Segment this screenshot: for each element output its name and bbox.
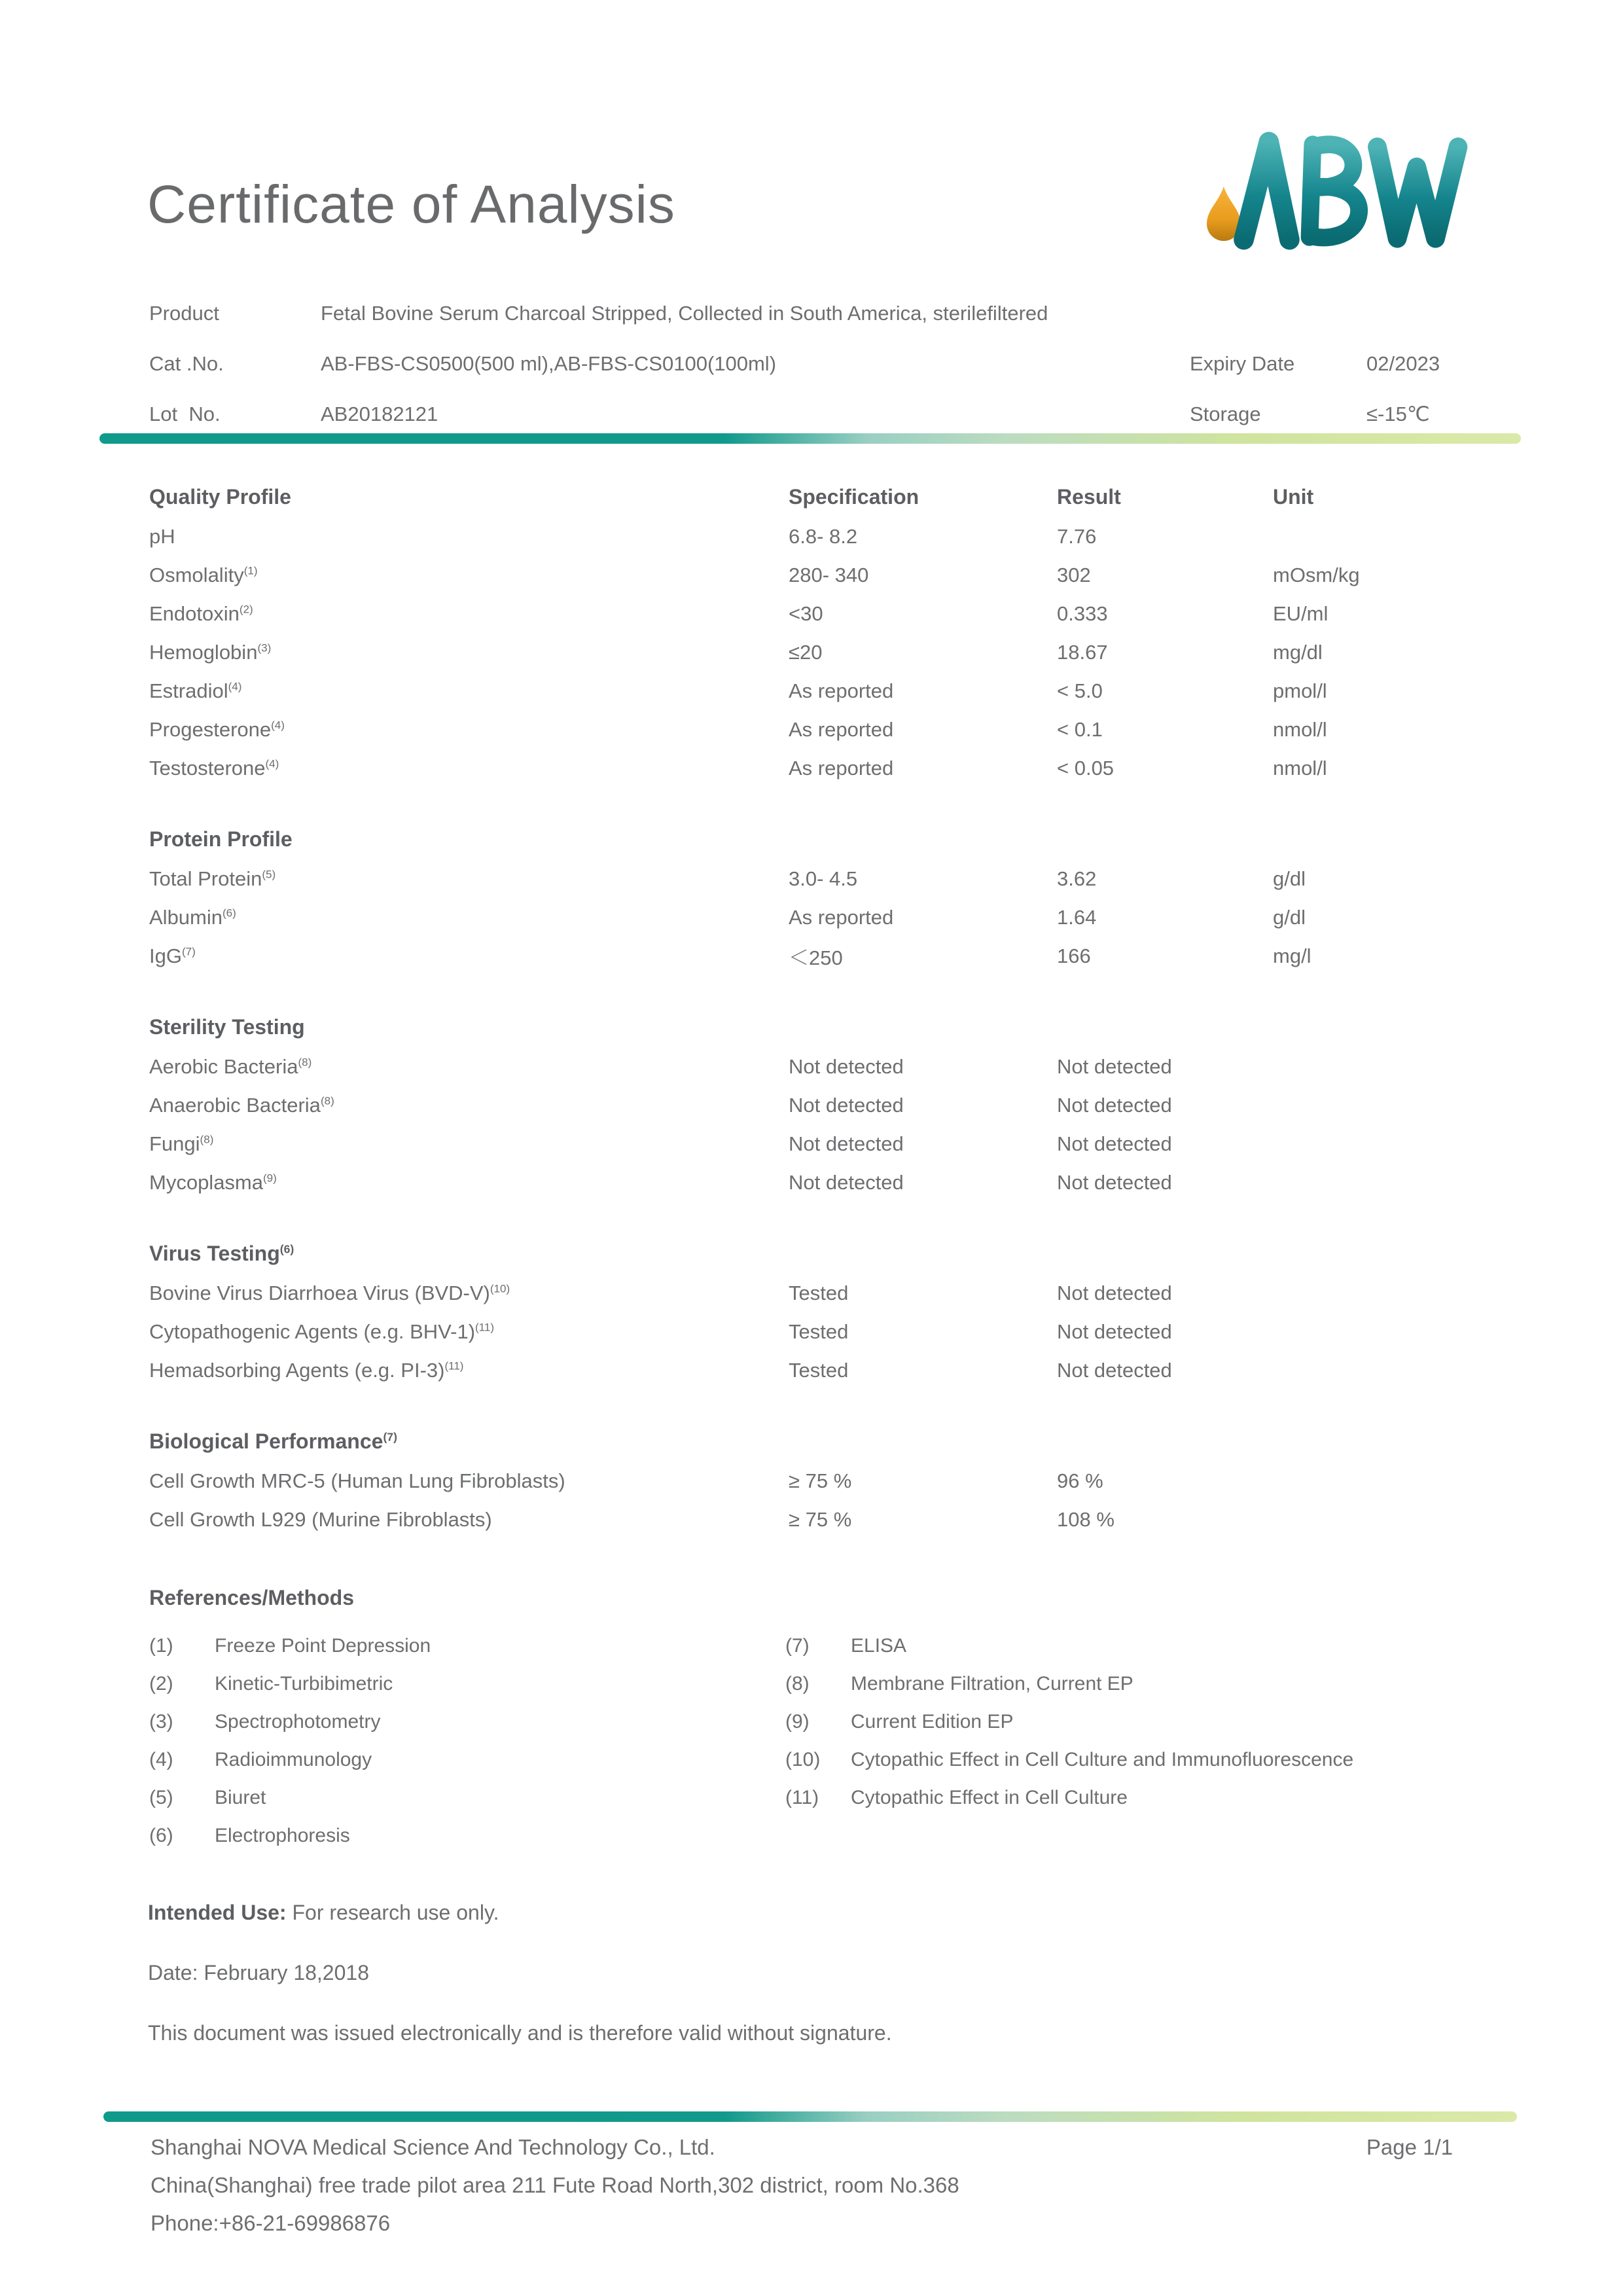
row-result: Not detected (1057, 1170, 1172, 1194)
section-title: Biological Performance$^{(7)}$ (149, 1429, 397, 1453)
footnote-ref: (2) (239, 603, 253, 616)
reference-text: Current Edition EP (851, 1711, 1014, 1732)
footer-phone: Phone:+86-21-69986876 (151, 2211, 391, 2235)
table-row (149, 1047, 1531, 1086)
row-result: 166 (1057, 944, 1091, 967)
row-result: < 5.0 (1057, 679, 1103, 702)
logo-letter-a (1244, 142, 1290, 240)
reference-item (149, 1665, 785, 1703)
references-right-column (785, 1627, 1531, 1817)
page-number: Page 1/1 (1366, 2135, 1453, 2159)
reference-number: (7) (785, 1635, 810, 1657)
footnote-ref: (9) (263, 1172, 277, 1185)
footnote-ref: (8) (200, 1133, 214, 1146)
reference-item (149, 1627, 785, 1665)
row-result: Not detected (1057, 1093, 1172, 1117)
row-label: Anaerobic Bacteria$^{(8)}$ (149, 1093, 334, 1117)
row-specification: As reported (789, 717, 894, 741)
table-row (149, 1274, 1531, 1312)
table-row (149, 1351, 1531, 1390)
footnote-ref: (11) (444, 1359, 464, 1372)
row-result: Not detected (1057, 1319, 1172, 1343)
row-specification: Not detected (789, 1093, 904, 1117)
header-divider (99, 433, 1521, 444)
footnote-ref: (11) (475, 1321, 495, 1334)
footer (151, 2128, 1453, 2242)
references-left-column (149, 1627, 785, 1855)
row-specification: As reported (789, 679, 894, 702)
row-label: Cell Growth L929 (Murine Fibroblasts) (149, 1507, 492, 1531)
section-header-row (149, 1233, 1531, 1274)
reference-number: (5) (149, 1787, 173, 1808)
table-row (149, 594, 1531, 633)
reference-item (785, 1741, 1531, 1779)
footnote-ref: (6) (279, 1242, 294, 1255)
row-unit: g/dl (1273, 905, 1306, 929)
footnote-ref: (3) (257, 641, 272, 655)
row-result: 302 (1057, 563, 1091, 586)
table-row (149, 1500, 1531, 1539)
reference-number: (11) (785, 1787, 819, 1808)
table-row (149, 633, 1531, 672)
signature-disclaimer: This document was issued electronically and is therefore valid without signature. (148, 2021, 892, 2045)
row-label: Mycoplasma$^{(9)}$ (149, 1170, 277, 1194)
footer-divider (103, 2111, 1517, 2122)
table-row (149, 749, 1531, 787)
reference-number: (8) (785, 1673, 810, 1695)
reference-item (785, 1627, 1531, 1665)
notes-section (148, 1899, 1530, 2046)
row-label: Cell Growth MRC-5 (Human Lung Fibroblasts) (149, 1469, 565, 1492)
row-specification: ≥ 75 % (789, 1507, 852, 1531)
references-title: References/Methods (149, 1585, 354, 1609)
reference-text: Biuret (215, 1787, 266, 1808)
row-result: Not detected (1057, 1281, 1172, 1304)
row-label: Fungi$^{(8)}$ (149, 1132, 214, 1155)
section-title: Quality Profile (149, 484, 291, 509)
footnote-ref: (5) (262, 868, 276, 881)
reference-item (785, 1703, 1531, 1741)
reference-number: (10) (785, 1749, 821, 1770)
section-header-row (149, 1007, 1531, 1047)
issue-date: Date: February 18,2018 (148, 1961, 369, 1984)
row-specification: Not detected (789, 1170, 904, 1194)
row-label: Endotoxin$^{(2)}$ (149, 601, 253, 625)
row-specification: Tested (789, 1319, 849, 1343)
row-unit: mg/dl (1273, 640, 1323, 664)
reference-number: (1) (149, 1635, 173, 1657)
product-info-row (149, 288, 1497, 338)
footnote-ref: (1) (243, 564, 258, 577)
section-header-row (149, 476, 1531, 517)
product-info-label-right: Expiry Date (1190, 351, 1295, 375)
row-unit: mg/l (1273, 944, 1311, 967)
product-info-label: Cat .No. (149, 351, 224, 375)
table-row (149, 710, 1531, 749)
reference-number: (4) (149, 1749, 173, 1770)
row-result: < 0.1 (1057, 717, 1103, 741)
row-result: Not detected (1057, 1054, 1172, 1078)
logo-letter-w (1377, 147, 1458, 239)
row-label: Estradiol$^{(4)}$ (149, 679, 242, 702)
references-section (149, 1577, 1531, 1855)
footnote-ref: (4) (228, 680, 242, 693)
table-row (149, 1163, 1531, 1202)
row-unit: pmol/l (1273, 679, 1327, 702)
row-label: pH (149, 524, 175, 548)
table-row (149, 1124, 1531, 1163)
row-specification: Not detected (789, 1054, 904, 1078)
product-info (149, 288, 1497, 439)
section-title: Virus Testing$^{(6)}$ (149, 1241, 294, 1265)
footer-company-row (151, 2128, 1453, 2166)
reference-text: Radioimmunology (215, 1749, 372, 1770)
reference-number: (3) (149, 1711, 173, 1732)
row-result: 96 % (1057, 1469, 1103, 1492)
reference-text: Cytopathic Effect in Cell Culture (851, 1787, 1128, 1808)
reference-item (785, 1665, 1531, 1703)
reference-number: (9) (785, 1711, 810, 1732)
section-header-row (149, 819, 1531, 859)
row-label: Cytopathogenic Agents (e.g. BHV-1)$^{(11)}$ (149, 1319, 495, 1343)
row-label: Bovine Virus Diarrhoea Virus $(BVD-V)^{(10)}$ (149, 1281, 510, 1304)
row-label: Progesterone$^{(4)}$ (149, 717, 285, 741)
row-result: Not detected (1057, 1358, 1172, 1382)
row-specification: Tested (789, 1281, 849, 1304)
product-info-row (149, 338, 1497, 389)
section-header-row (149, 1421, 1531, 1462)
row-label: Aerobic Bacteria$^{(8)}$ (149, 1054, 312, 1078)
row-specification: Not detected (789, 1132, 904, 1155)
row-result: 18.67 (1057, 640, 1108, 664)
column-header: Unit (1273, 484, 1314, 509)
table-row (149, 556, 1531, 594)
reference-item (149, 1779, 785, 1817)
intended-use-value: For research use only. (292, 1901, 499, 1924)
row-result: 7.76 (1057, 524, 1097, 548)
row-result: 0.333 (1057, 601, 1108, 625)
footnote-ref: (8) (320, 1094, 334, 1107)
row-specification: ≥ 75 % (789, 1469, 852, 1492)
row-result: 3.62 (1057, 867, 1097, 890)
product-info-value: AB20182121 (321, 402, 438, 425)
reference-text: Electrophoresis (215, 1825, 350, 1846)
row-specification: 280- 340 (789, 563, 869, 586)
row-label: Hemadsorbing Agents (e.g. PI-3)$^{(11)}$ (149, 1358, 464, 1382)
footer-company: Shanghai NOVA Medical Science And Technology Co., Ltd. (151, 2135, 715, 2159)
product-info-value: AB-FBS-CS0500(500 ml),AB-FBS-CS0100(100ml) (321, 351, 777, 375)
section-title: Protein Profile (149, 827, 293, 851)
row-unit: mOsm/kg (1273, 563, 1360, 586)
footer-address: China(Shanghai) free trade pilot area 211 Fute Road North,302 district, room No.368 (151, 2173, 959, 2197)
reference-text: Membrane Filtration, Current EP (851, 1673, 1133, 1695)
references-columns (149, 1627, 1531, 1855)
row-specification: ≤20 (789, 640, 823, 664)
footnote-ref: (4) (265, 757, 279, 770)
row-specification: As reported (789, 756, 894, 780)
table-row (149, 517, 1531, 556)
table-row (149, 859, 1531, 898)
table-row (149, 937, 1531, 975)
reference-item (149, 1741, 785, 1779)
reference-text: Freeze Point Depression (215, 1635, 431, 1657)
product-info-value-right: 02/2023 (1366, 351, 1440, 375)
row-label: IgG$^{(7)}$ (149, 944, 196, 967)
row-result: 108 % (1057, 1507, 1115, 1531)
product-info-label: Lot No. (149, 402, 221, 425)
row-label: Osmolality$^{(1)}$ (149, 563, 258, 586)
section-title: Sterility Testing (149, 1014, 305, 1039)
product-info-label-right: Storage (1190, 402, 1261, 425)
row-unit: g/dl (1273, 867, 1306, 890)
row-label: Testosterone$^{(4)}$ (149, 756, 279, 780)
intended-use-label: Intended Use: (148, 1901, 287, 1924)
analysis-table (149, 476, 1531, 1539)
row-specification: 6.8- 8.2 (789, 524, 858, 548)
table-row (149, 672, 1531, 710)
product-info-value: Fetal Bovine Serum Charcoal Stripped, Collected in South America, sterilefiltered (321, 301, 1048, 325)
reference-item (149, 1817, 785, 1855)
table-row (149, 1312, 1531, 1351)
logo-letter-b (1310, 145, 1359, 238)
row-result: < 0.05 (1057, 756, 1115, 780)
reference-text: Spectrophotometry (215, 1711, 381, 1732)
row-specification: As reported (789, 905, 894, 929)
row-label: Albumin$^{(6)}$ (149, 905, 236, 929)
footnote-ref: (7) (181, 945, 196, 958)
reference-item (785, 1779, 1531, 1817)
reference-item (149, 1703, 785, 1741)
abw-logo-icon (1192, 126, 1487, 257)
reference-number: (6) (149, 1825, 173, 1846)
column-header: Result (1057, 484, 1121, 509)
row-unit: EU/ml (1273, 601, 1329, 625)
product-info-label: Product (149, 301, 219, 325)
product-info-value-right: ≤-15℃ (1366, 402, 1430, 425)
row-label: Total Protein$^{(5)}$ (149, 867, 276, 890)
row-specification: ＜250 (789, 946, 843, 969)
table-row (149, 1086, 1531, 1124)
table-row (149, 898, 1531, 937)
row-label: Hemoglobin$^{(3)}$ (149, 640, 272, 664)
product-info-row (149, 389, 1497, 439)
row-specification: 3.0- 4.5 (789, 867, 858, 890)
row-unit: nmol/l (1273, 717, 1327, 741)
table-row (149, 1462, 1531, 1500)
reference-text: ELISA (851, 1635, 907, 1657)
company-logo (1192, 126, 1487, 257)
row-specification: Tested (789, 1358, 849, 1382)
footnote-ref: (10) (490, 1282, 510, 1295)
reference-text: Cytopathic Effect in Cell Culture and Immunofluorescence (851, 1749, 1354, 1770)
footnote-ref: (4) (271, 719, 285, 732)
row-result: Not detected (1057, 1132, 1172, 1155)
row-specification: <30 (789, 601, 823, 625)
footnote-ref: (7) (383, 1429, 397, 1443)
row-result: 1.64 (1057, 905, 1097, 929)
footnote-ref: (6) (223, 906, 236, 920)
column-header: Specification (789, 484, 919, 509)
intended-use-line (148, 1899, 1530, 1926)
page-title: Certificate of Analysis (147, 175, 675, 234)
reference-text: Kinetic-Turbibimetric (215, 1673, 393, 1695)
footnote-ref: (8) (298, 1056, 312, 1069)
reference-number: (2) (149, 1673, 173, 1695)
row-unit: nmol/l (1273, 756, 1327, 780)
